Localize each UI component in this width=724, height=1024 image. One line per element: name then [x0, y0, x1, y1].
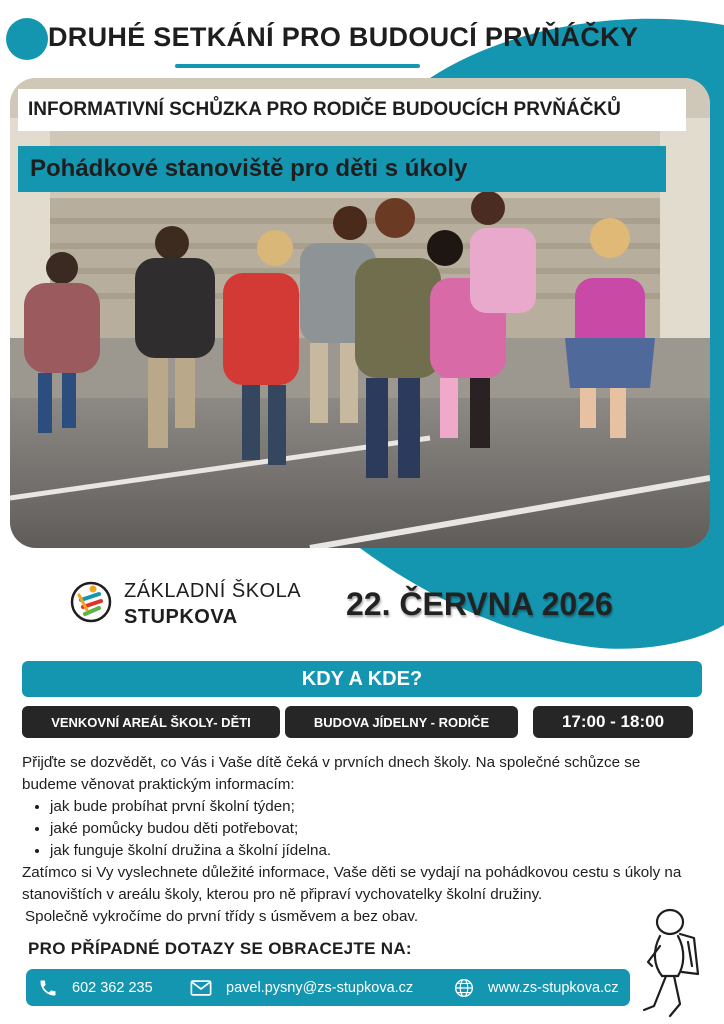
intro-paragraph: Přijďte se dozvědět, co Vás i Vaše dítě čeká v prvních dnech školy. Na společné schůzce se budeme věnovat praktickým informacím: — [22, 754, 641, 793]
highlight-banner: Pohádkové stanoviště pro děti s úkoly — [18, 146, 666, 192]
phone-contact[interactable] — [38, 969, 153, 1006]
list-item: • jak funguje školní družina a školní jídelna. — [50, 840, 692, 862]
phone-number: 602 362 235 — [72, 979, 153, 996]
place-parents-pill: BUDOVA JÍDELNY - RODIČE — [285, 706, 518, 738]
list-item: • jaké pomůcky budou děti potřebovat; — [50, 818, 692, 840]
page-title: DRUHÉ SETKÁNÍ PRO BUDOUCÍ PRVŇÁČKY — [48, 22, 639, 52]
list-item: • jak bude probíhat první školní týden; — [50, 796, 692, 818]
school-logo-icon — [69, 580, 113, 624]
child-doodle-icon — [638, 906, 718, 1020]
contact-bar — [26, 969, 630, 1006]
body-text — [22, 752, 692, 928]
info-list — [22, 796, 692, 862]
time-pill: 17:00 - 18:00 — [533, 706, 693, 738]
outro-paragraph: Zatímco si Vy vyslechnete důležité informace, Vaše děti se vydají na pohádkovou cestu s úkoly na stanovištích v areálu školy, kterou pro ně připraví vychovatelky školní družiny. — [22, 864, 682, 903]
email-contact[interactable] — [190, 969, 413, 1006]
event-date: 22. ČERVNA 2026 — [346, 586, 613, 622]
school-name-line1: ZÁKLADNÍ ŠKOLA — [124, 580, 302, 602]
web-contact[interactable] — [454, 969, 619, 1006]
mail-icon — [190, 979, 212, 997]
globe-icon — [454, 978, 474, 998]
decor-dot — [6, 18, 48, 60]
subtitle-banner: INFORMATIVNÍ SCHŮZKA PRO RODIČE BUDOUCÍCH PRVŇÁČKŮ — [18, 89, 686, 131]
when-where-heading: KDY A KDE? — [22, 661, 702, 697]
closing-line: Společně vykročíme do první třídy s úsměvem a bez obav. — [25, 908, 419, 925]
place-children-pill: VENKOVNÍ AREÁL ŠKOLY- DĚTI — [22, 706, 280, 738]
title-underline — [175, 64, 420, 68]
email-address: pavel.pysny@zs-stupkova.cz — [226, 979, 414, 996]
phone-icon — [38, 978, 58, 998]
website-url: www.zs-stupkova.cz — [488, 979, 619, 996]
contact-heading: PRO PŘÍPADNÉ DOTAZY SE OBRACEJTE NA: — [28, 939, 412, 958]
school-name-line2: STUPKOVA — [124, 606, 238, 628]
